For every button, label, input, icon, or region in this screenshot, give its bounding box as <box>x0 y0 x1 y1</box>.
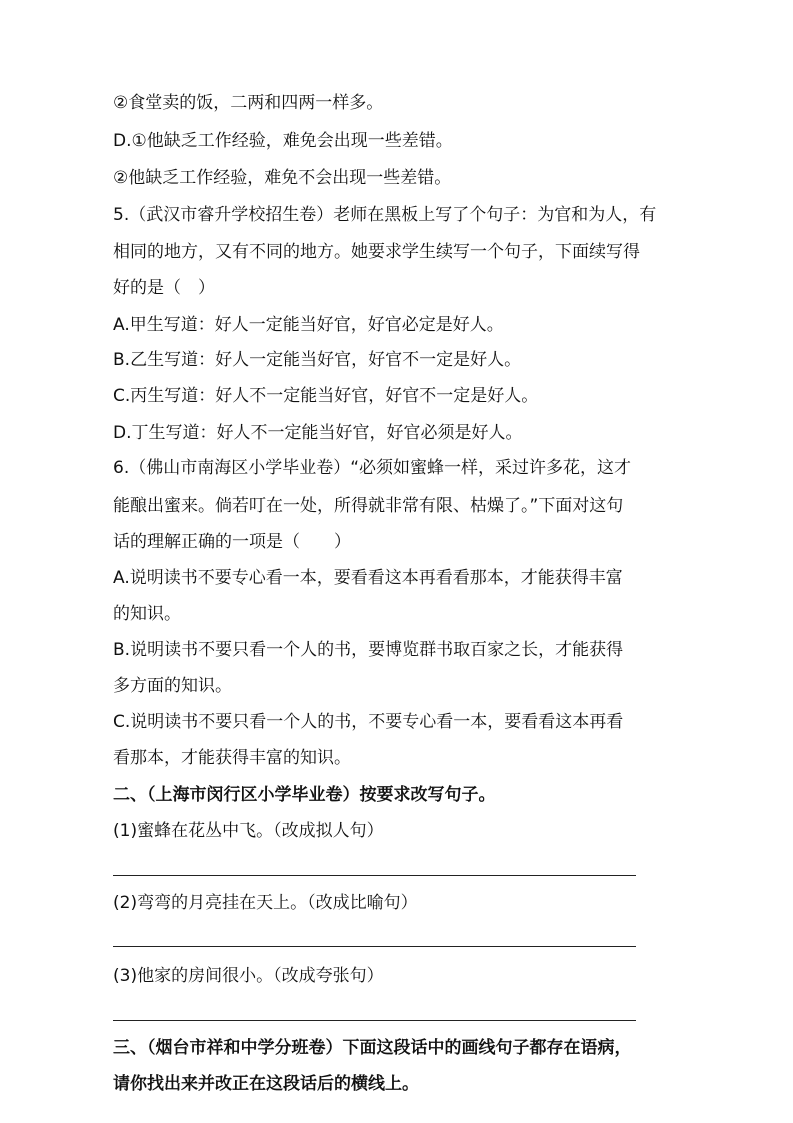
question-6-option-a-line-2: 的知识。 <box>113 604 181 624</box>
answer-line-2[interactable] <box>113 946 636 947</box>
section-3-heading-line-2: 请你找出来并改正在这段话后的横线上。 <box>113 1074 419 1094</box>
rewrite-item-2: (2)弯弯的月亮挂在天上。（改成比喻句） <box>113 893 418 913</box>
rewrite-item-1: (1)蜜蜂在花丛中飞。（改成拟人句） <box>113 821 384 841</box>
question-6-option-b-line-1: B.说明读书不要只看一个人的书，要博览群书取百家之长，才能获得 <box>113 640 624 660</box>
question-5-option-a: A.甲生写道：好人一定能当好官，好官必定是好人。 <box>113 315 504 335</box>
question-5-line-2: 相同的地方，又有不同的地方。她要求学生续写一个句子，下面续写得 <box>113 242 640 262</box>
rewrite-item-3: (3)他家的房间很小。（改成夸张句） <box>113 966 384 986</box>
question-5-option-c: C.丙生写道：好人不一定能当好官，好官不一定是好人。 <box>113 386 539 406</box>
question-6-option-c-line-2: 看那本，才能获得丰富的知识。 <box>113 748 351 768</box>
question-6-option-c-line-1: C.说明读书不要只看一个人的书，不要专心看一本，要看看这本再看 <box>113 712 624 732</box>
question-6-line-3: 话的理解正确的一项是（ ） <box>113 532 351 552</box>
text-line-2: D.①他缺乏工作经验，难免会出现一些差错。 <box>113 131 453 151</box>
question-5-option-d: D.丁生写道：好人不一定能当好官，好官必须是好人。 <box>113 423 523 443</box>
answer-line-3[interactable] <box>113 1020 636 1021</box>
question-6-line-1: 6.（佛山市南海区小学毕业卷）“必须如蜜蜂一样，采过许多花，这才 <box>113 458 632 478</box>
text-line-1: ②食堂卖的饭，二两和四两一样多。 <box>113 93 384 113</box>
question-5-option-b: B.乙生写道：好人一定能当好官，好官不一定是好人。 <box>113 350 522 370</box>
question-6-option-b-line-2: 多方面的知识。 <box>113 676 232 696</box>
section-3-heading-line-1: 三、（烟台市祥和中学分班卷）下面这段话中的画线句子都存在语病， <box>113 1038 632 1058</box>
question-5-line-1: 5.（武汉市睿升学校招生卷）老师在黑板上写了个句子：为官和为人，有 <box>113 205 657 225</box>
section-2-heading: 二、（上海市闵行区小学毕业卷）按要求改写句子。 <box>113 785 496 805</box>
question-6-option-a-line-1: A.说明读书不要专心看一本，要看看这本再看看那本，才能获得丰富 <box>113 568 623 588</box>
answer-line-1[interactable] <box>113 875 636 876</box>
question-5-line-3: 好的是（ ） <box>113 278 215 298</box>
question-6-line-2: 能酿出蜜来。倘若叮在一处，所得就非常有限、枯燥了。”下面对这句 <box>113 496 624 516</box>
text-line-3: ②他缺乏工作经验，难免不会出现一些差错。 <box>113 168 452 188</box>
